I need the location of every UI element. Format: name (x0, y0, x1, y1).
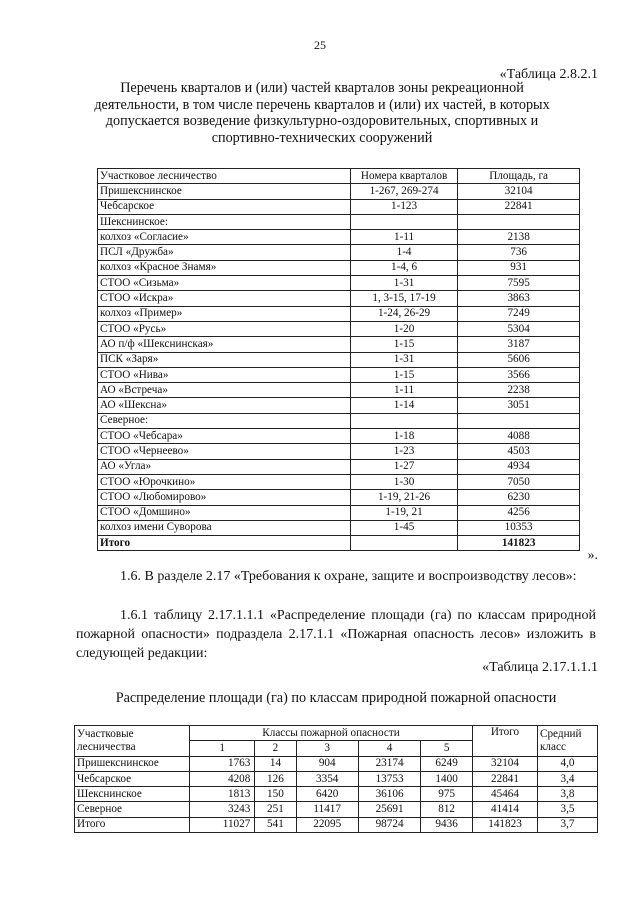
table-row (98, 474, 580, 489)
cell-forestry: АО п/ф «Шекснинская» (98, 337, 351, 352)
table-row (98, 230, 580, 245)
cell-class-2: 541 (255, 817, 296, 832)
cell-quarters: 1-18 (350, 429, 457, 444)
column-header-forestries: Участковые лесничества (75, 726, 190, 757)
cell-area: 3566 (458, 367, 580, 382)
cell-quarters: 1-15 (350, 367, 457, 382)
cell-area: 3187 (458, 337, 580, 352)
class-number: 2 (255, 741, 296, 756)
column-header-forestry: Участковое лесничество (98, 169, 351, 184)
cell-area: 10353 (458, 520, 580, 535)
cell-average: 3,8 (538, 787, 598, 802)
cell-class-5: 975 (421, 787, 473, 802)
cell-quarters: 1-4 (350, 245, 457, 260)
cell-quarters: 1-45 (350, 520, 457, 535)
cell-quarters: 1-19, 21 (350, 505, 457, 520)
cell-class-4: 25691 (358, 802, 420, 817)
paragraph-section-2-17: 1.6. В разделе 2.17 «Требования к охране, защите и воспроизводству лесов»: (120, 569, 577, 584)
cell-average: 3,7 (538, 817, 598, 832)
cell-quarters: 1-31 (350, 352, 457, 367)
cell-area: 5304 (458, 321, 580, 336)
cell-total: 45464 (473, 787, 538, 802)
cell-forestry: СТОО «Чебсара» (98, 429, 351, 444)
table1-title: Перечень кварталов и (или) частей кварталов зоны рекреационной деятельности, в том числе перечень кварталов и (или) их частей, в которых допускается возведение физкультурно-оздоровительных, спортивных и спортивно-технических сооружений (94, 80, 550, 146)
cell-class-5: 9436 (421, 817, 473, 832)
cell-quarters: 1-23 (350, 444, 457, 459)
cell-average: 3,5 (538, 802, 598, 817)
cell-class-1: 1763 (190, 756, 255, 771)
cell-forestry: АО «Угла» (98, 459, 351, 474)
cell-forestry: колхоз «Согласие» (98, 230, 351, 245)
class-number: 1 (190, 741, 255, 756)
cell-class-2: 150 (255, 787, 296, 802)
table-row (98, 490, 580, 505)
cell-area: 3051 (458, 398, 580, 413)
column-header-area: Площадь, га (458, 169, 580, 184)
cell-total: 41414 (473, 802, 538, 817)
cell-area: 4934 (458, 459, 580, 474)
cell-area: 3863 (458, 291, 580, 306)
cell-class-3: 3354 (296, 771, 358, 786)
table-header-row (75, 726, 598, 741)
table-row (98, 276, 580, 291)
cell-area: 931 (458, 260, 580, 275)
cell-forestry: СТОО «Домшино» (98, 505, 351, 520)
cell-class-5: 1400 (421, 771, 473, 786)
cell-area: 2238 (458, 383, 580, 398)
cell-class-4: 23174 (358, 756, 420, 771)
cell-forestry: СТОО «Любомирово» (98, 490, 351, 505)
cell-area: 2138 (458, 230, 580, 245)
total-cell-area: 141823 (458, 536, 580, 551)
cell-forestry: АО «Встреча» (98, 383, 351, 398)
cell-area: 5606 (458, 352, 580, 367)
cell-forestry: Итого (75, 817, 190, 832)
table-row (98, 459, 580, 474)
table-row (98, 214, 580, 229)
table1-label: «Таблица 2.8.2.1 (499, 67, 598, 82)
cell-area: 22841 (458, 199, 580, 214)
cell-forestry: АО «Шексна» (98, 398, 351, 413)
cell-class-5: 6249 (421, 756, 473, 771)
table-row (98, 260, 580, 275)
cell-quarters: 1-11 (350, 383, 457, 398)
cell-class-5: 812 (421, 802, 473, 817)
column-header-quarters: Номера кварталов (350, 169, 457, 184)
cell-forestry: СТОО «Нива» (98, 367, 351, 382)
table-header-row (98, 169, 580, 184)
cell-forestry: ПСК «Заря» (98, 352, 351, 367)
table-row (98, 383, 580, 398)
table-row (98, 429, 580, 444)
cell-area: 7249 (458, 306, 580, 321)
cell-quarters: 1-20 (350, 321, 457, 336)
class-number: 4 (358, 741, 420, 756)
cell-quarters (350, 413, 457, 428)
cell-class-3: 904 (296, 756, 358, 771)
cell-quarters: 1-123 (350, 199, 457, 214)
cell-quarters: 1-14 (350, 398, 457, 413)
cell-class-1: 3243 (190, 802, 255, 817)
cell-area: 7050 (458, 474, 580, 489)
table-row (98, 199, 580, 214)
cell-forestry: Чебсарское (98, 199, 351, 214)
table-row (98, 245, 580, 260)
table-row (75, 756, 598, 771)
cell-quarters (350, 214, 457, 229)
table-body (75, 756, 598, 832)
paragraph-table-replacement: 1.6.1 таблицу 2.17.1.1.1 «Распределение площади (га) по классам природной пожарной опасности» подраздела 2.17.1.1 «Пожарная опасность лесов» изложить в следующей редакции: (76, 608, 596, 661)
class-number: 3 (296, 741, 358, 756)
table-body (98, 184, 580, 551)
cell-class-2: 14 (255, 756, 296, 771)
table-row (98, 321, 580, 336)
cell-area (458, 413, 580, 428)
table-row (75, 771, 598, 786)
cell-area: 736 (458, 245, 580, 260)
cell-forestry: Чебсарское (75, 771, 190, 786)
cell-class-2: 251 (255, 802, 296, 817)
column-header-total: Итого (473, 726, 538, 757)
table-row (98, 337, 580, 352)
cell-class-4: 36106 (358, 787, 420, 802)
cell-forestry: колхоз «Пример» (98, 306, 351, 321)
total-cell-forestry: Итого (98, 536, 351, 551)
cell-class-3: 6420 (296, 787, 358, 802)
table-row (98, 398, 580, 413)
cell-area: 4088 (458, 429, 580, 444)
table-row (98, 184, 580, 199)
cell-forestry: колхоз имени Суворова (98, 520, 351, 535)
cell-class-1: 4208 (190, 771, 255, 786)
total-cell-quarters (350, 536, 457, 551)
cell-forestry: Северное (75, 802, 190, 817)
cell-total: 22841 (473, 771, 538, 786)
cell-forestry: Северное: (98, 413, 351, 428)
cell-quarters: 1-31 (350, 276, 457, 291)
cell-quarters: 1-19, 21-26 (350, 490, 457, 505)
cell-area: 32104 (458, 184, 580, 199)
cell-class-4: 98724 (358, 817, 420, 832)
cell-area: 4256 (458, 505, 580, 520)
cell-quarters: 1-267, 269-274 (350, 184, 457, 199)
column-header-classes: Классы пожарной опасности (190, 726, 473, 741)
table-row (98, 352, 580, 367)
table1-closing-quote: ». (587, 548, 598, 563)
cell-forestry: Пришекснинское (75, 756, 190, 771)
cell-forestry: Шекснинское: (98, 214, 351, 229)
table2-title: Распределение площади (га) по классам природной пожарной опасности (115, 690, 557, 706)
table-row (98, 520, 580, 535)
cell-area: 6230 (458, 490, 580, 505)
cell-area (458, 214, 580, 229)
cell-quarters: 1-4, 6 (350, 260, 457, 275)
table2-label: «Таблица 2.17.1.1.1 (482, 660, 598, 675)
table-row (98, 413, 580, 428)
cell-class-3: 22095 (296, 817, 358, 832)
cell-forestry: СТОО «Сизьма» (98, 276, 351, 291)
cell-average: 4,0 (538, 756, 598, 771)
cell-class-4: 13753 (358, 771, 420, 786)
recreation-zone-table (97, 168, 580, 551)
cell-quarters: 1-27 (350, 459, 457, 474)
table-row (98, 367, 580, 382)
column-header-average: Средний класс (538, 726, 598, 757)
cell-forestry: СТОО «Юрочкино» (98, 474, 351, 489)
page-number: 25 (314, 38, 326, 52)
cell-forestry: ПСЛ «Дружба» (98, 245, 351, 260)
cell-quarters: 1-24, 26-29 (350, 306, 457, 321)
cell-quarters: 1, 3-15, 17-19 (350, 291, 457, 306)
table-row (75, 817, 598, 832)
table-row (98, 505, 580, 520)
fire-danger-table (74, 725, 598, 833)
table-row (75, 802, 598, 817)
class-number: 5 (421, 741, 473, 756)
cell-forestry: колхоз «Красное Знамя» (98, 260, 351, 275)
table-row (98, 444, 580, 459)
cell-quarters: 1-11 (350, 230, 457, 245)
table-row (98, 306, 580, 321)
cell-forestry: СТОО «Искра» (98, 291, 351, 306)
table-row (98, 291, 580, 306)
cell-total: 32104 (473, 756, 538, 771)
table-row (75, 787, 598, 802)
cell-class-3: 11417 (296, 802, 358, 817)
cell-class-2: 126 (255, 771, 296, 786)
cell-forestry: СТОО «Чернеево» (98, 444, 351, 459)
cell-class-1: 1813 (190, 787, 255, 802)
cell-average: 3,4 (538, 771, 598, 786)
cell-class-1: 11027 (190, 817, 255, 832)
cell-forestry: Шекснинское (75, 787, 190, 802)
cell-area: 7595 (458, 276, 580, 291)
cell-forestry: СТОО «Русь» (98, 321, 351, 336)
cell-area: 4503 (458, 444, 580, 459)
cell-quarters: 1-15 (350, 337, 457, 352)
cell-quarters: 1-30 (350, 474, 457, 489)
table-total-row (98, 536, 580, 551)
cell-forestry: Пришекснинское (98, 184, 351, 199)
cell-total: 141823 (473, 817, 538, 832)
